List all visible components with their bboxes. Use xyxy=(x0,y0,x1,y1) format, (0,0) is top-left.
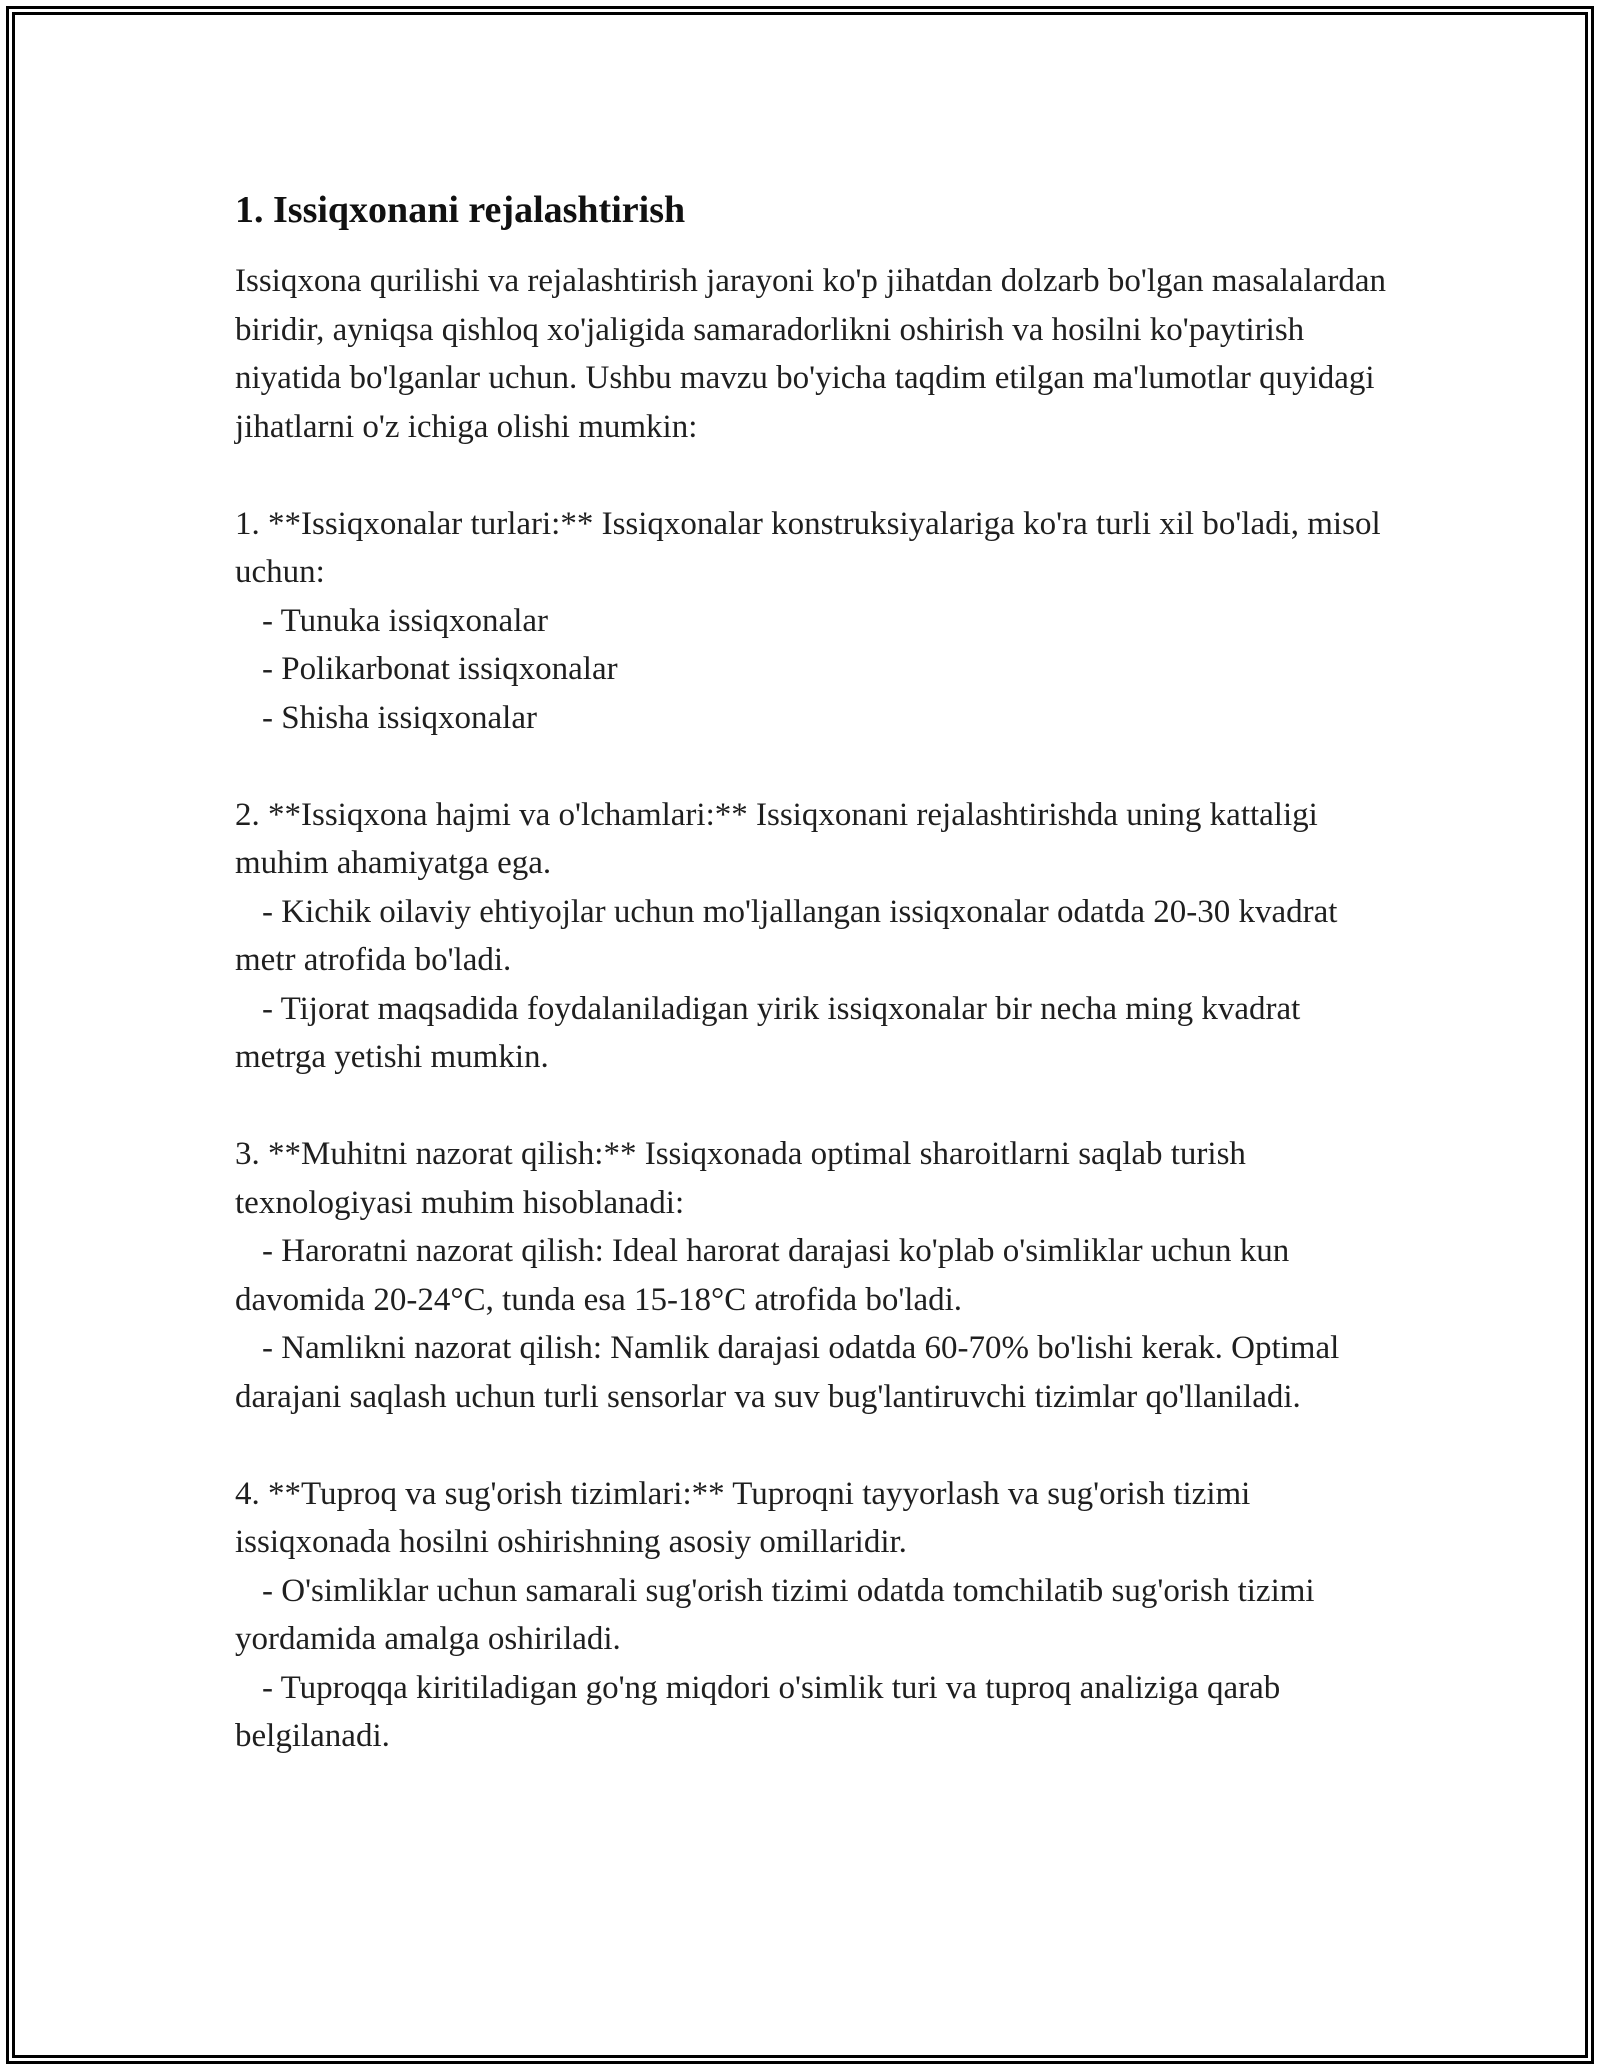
list-item: - Haroratni nazorat qilish: Ideal harorat darajasi ko'plab o'simliklar uchun kun davomida 20-24°C, tunda esa 15-18°C atrofida bo'ladi. xyxy=(235,1233,1290,1318)
paragraph-gap xyxy=(235,1421,1395,1470)
list-item: - Polikarbonat issiqxonalar xyxy=(262,651,618,687)
intro-paragraph: Issiqxona qurilishi va rejalashtirish jarayoni ko'p jihatdan dolzarb bo'lgan masalalardan biridir, ayniqsa qishloq xo'jaligida samaradorlikni oshirish va hosilni ko'paytirish niyatida bo'lganlar uchun. Ushbu mavzu bo'yicha taqdim etilgan ma'lumotlar quyidagi jihatlarni o'z ichiga olishi mumkin: xyxy=(235,263,1386,445)
list-item: - Tunuka issiqxonalar xyxy=(262,602,549,639)
section-soil-irrigation xyxy=(235,1470,1395,1761)
section-lead: 3. **Muhitni nazorat qilish:** Issiqxonada optimal sharoitlarni saqlab turish texnologiyasi muhim hisoblanadi: xyxy=(235,1136,1246,1221)
list-item: - O'simliklar uchun samarali sug'orish tizimi odatda tomchilatib sug'orish tizimi yordamida amalga oshiriladi. xyxy=(235,1572,1315,1657)
paragraph-gap xyxy=(235,451,1395,500)
section-environment-control xyxy=(235,1130,1395,1421)
list-item: - Tijorat maqsadida foydalaniladigan yirik issiqxonalar bir necha ming kvadrat metrga yetishi mumkin. xyxy=(235,990,1301,1075)
document-body xyxy=(235,185,1395,1761)
document-text xyxy=(235,257,1395,1761)
list-item: - Kichik oilaviy ehtiyojlar uchun mo'ljallangan issiqxonalar odatda 20-30 kvadrat metr atrofida bo'ladi. xyxy=(235,893,1338,978)
paragraph-gap xyxy=(235,742,1395,791)
list-item: - Shisha issiqxonalar xyxy=(262,699,537,736)
page-title: 1. Issiqxonani rejalashtirish xyxy=(235,189,686,231)
section-greenhouse-size xyxy=(235,791,1395,1082)
list-item: - Tuproqqa kiritiladigan go'ng miqdori o'simlik turi va tuproq analiziga qarab belgilanadi. xyxy=(235,1669,1281,1754)
list-item: - Namlikni nazorat qilish: Namlik darajasi odatda 60-70% bo'lishi kerak. Optimal darajani saqlash uchun turli sensorlar va suv bug'lantiruvchi tizimlar qo'llaniladi. xyxy=(235,1330,1340,1415)
section-lead: 4. **Tuproq va sug'orish tizimlari:** Tuproqni tayyorlash va sug'orish tizimi issiqxonada hosilni oshirishning asosiy omillaridir. xyxy=(235,1475,1251,1560)
section-greenhouse-types xyxy=(235,500,1395,743)
paragraph-gap xyxy=(235,1082,1395,1131)
section-lead: 2. **Issiqxona hajmi va o'lchamlari:** Issiqxonani rejalashtirishda uning kattaligi muhim ahamiyatga ega. xyxy=(235,796,1318,881)
section-lead: 1. **Issiqxonalar turlari:** Issiqxonalar konstruksiyalariga ko'ra turli xil bo'ladi, misol uchun: xyxy=(235,505,1381,590)
